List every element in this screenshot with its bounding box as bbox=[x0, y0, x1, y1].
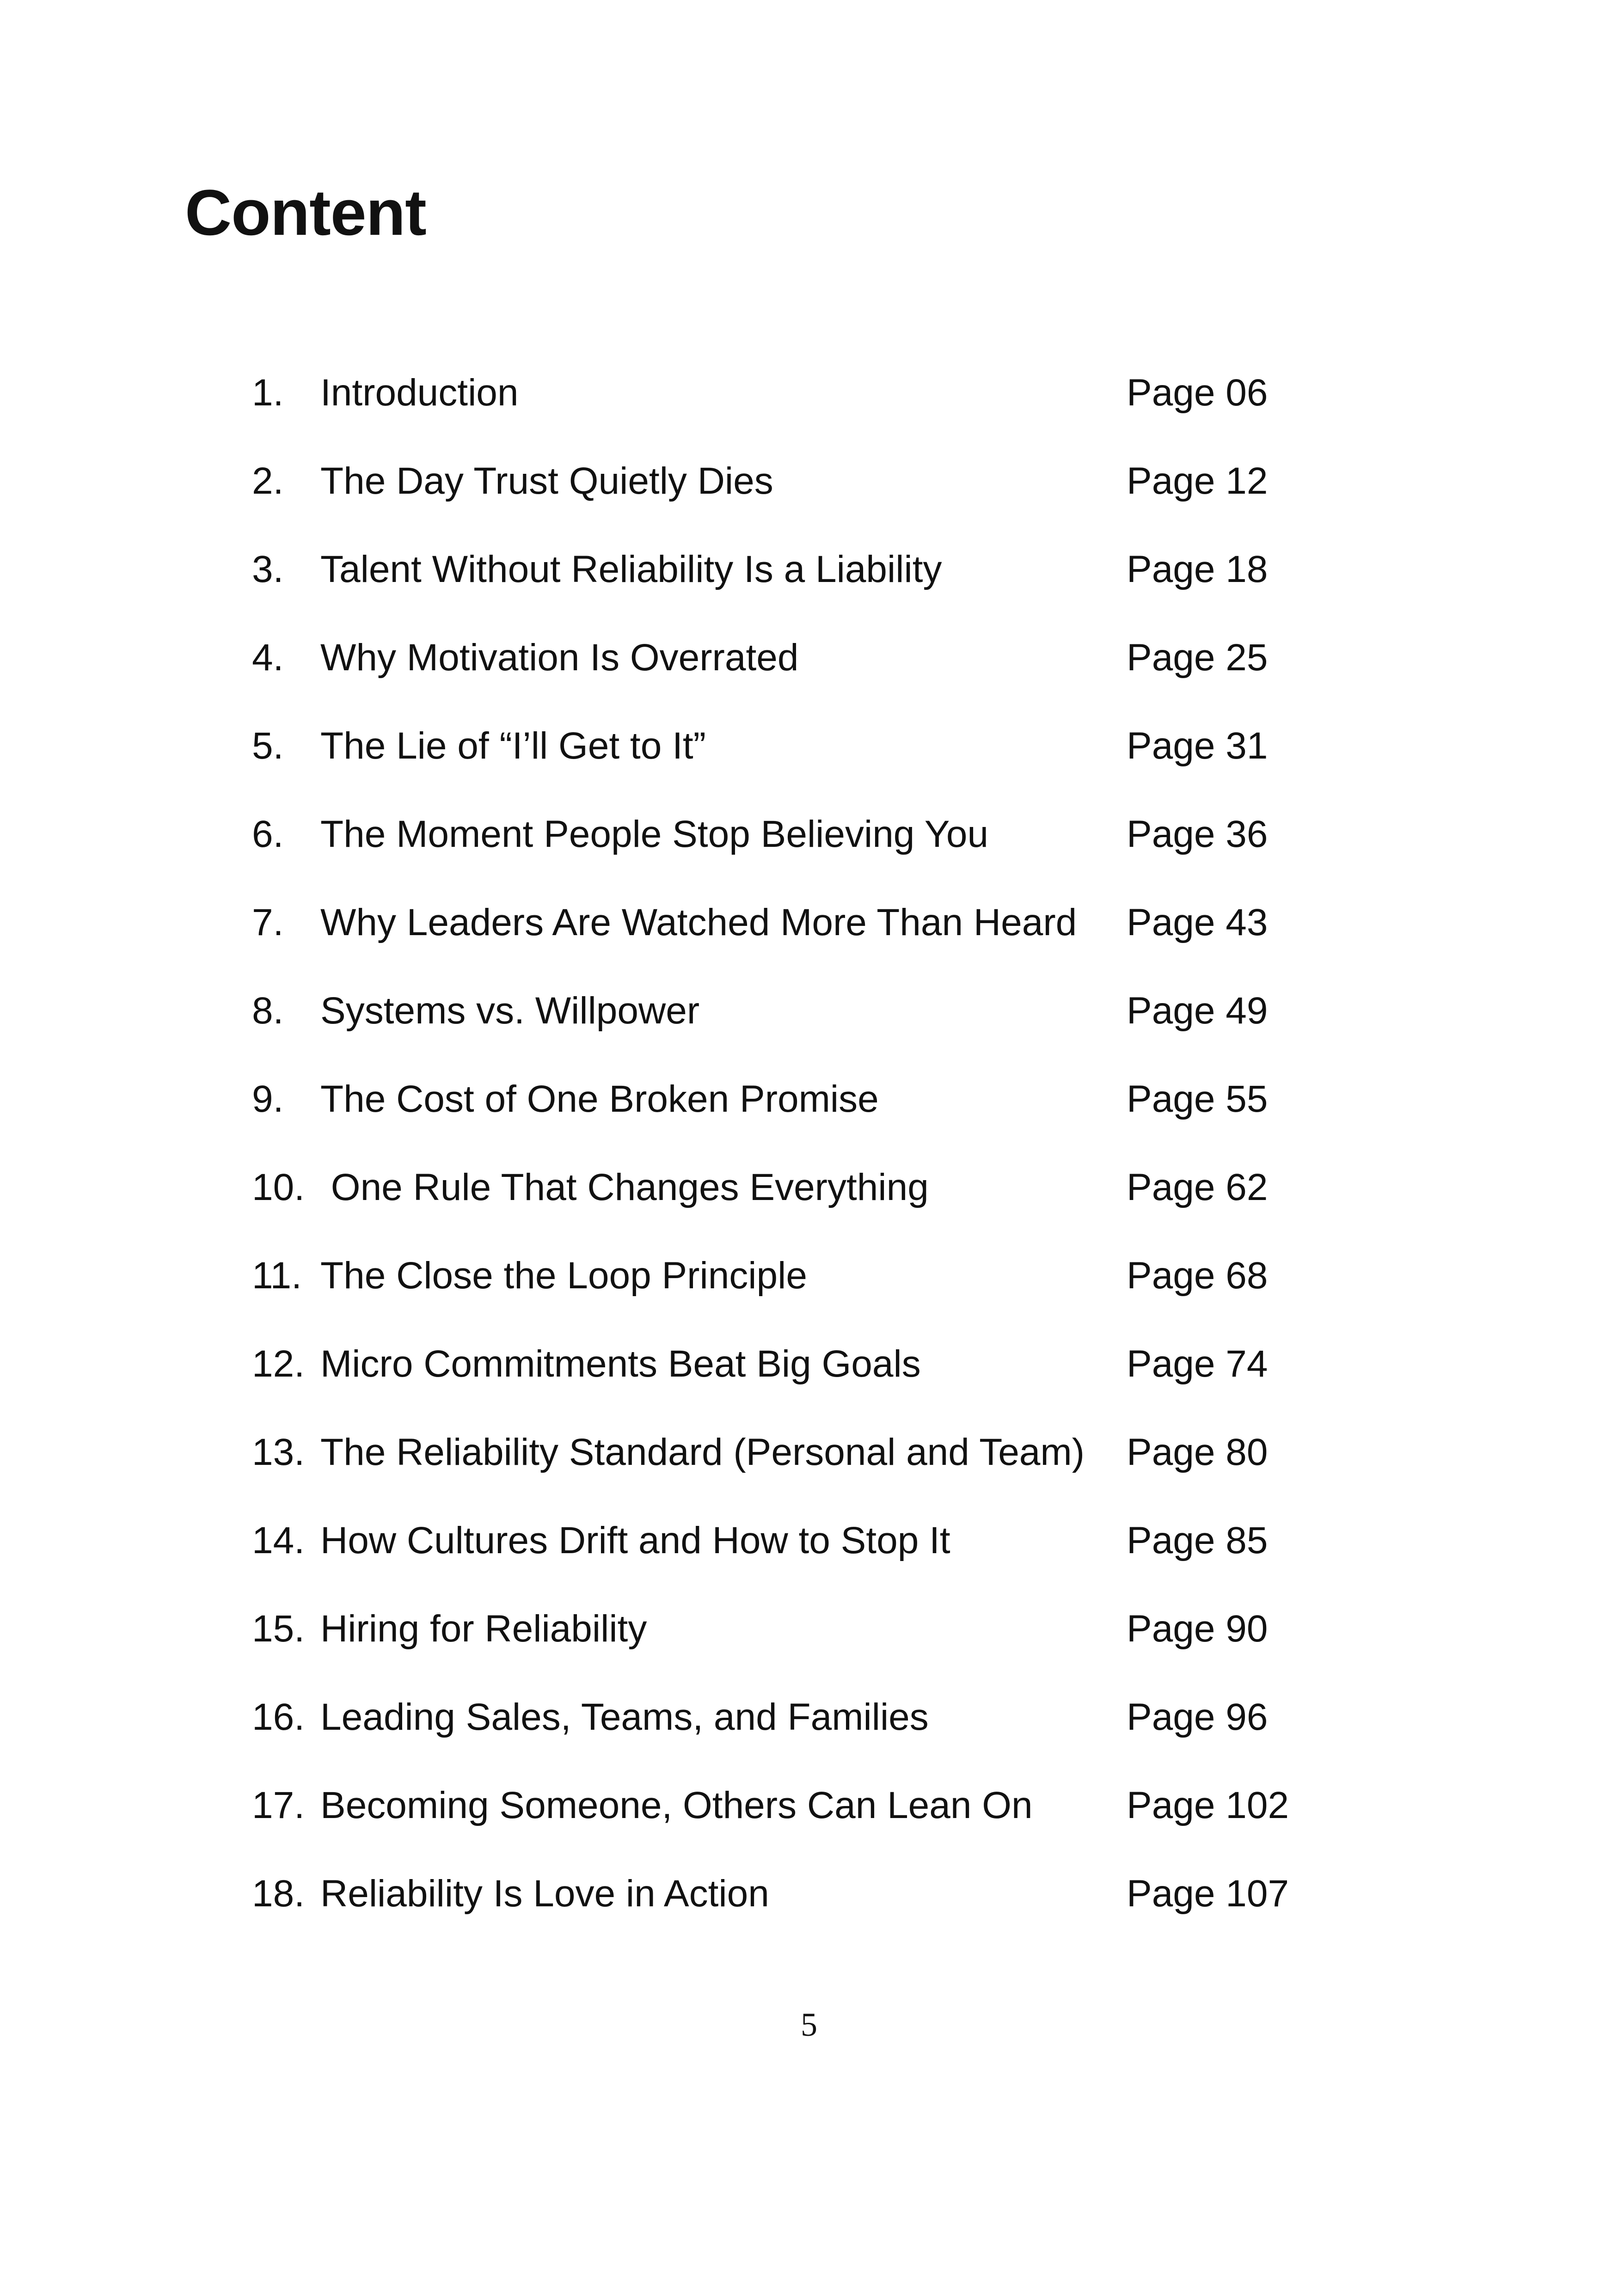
toc-entry-title: Micro Commitments Beat Big Goals bbox=[320, 1343, 921, 1385]
toc-entry-page: Page 80 bbox=[1127, 1431, 1268, 1473]
toc-entry-page: Page 107 bbox=[1127, 1873, 1289, 1915]
toc-entry-title: The Reliability Standard (Personal and Team) bbox=[320, 1431, 1085, 1473]
toc-entry-number: 6. bbox=[252, 813, 284, 855]
toc-entry-number: 10. bbox=[252, 1166, 305, 1208]
toc-entry-page: Page 74 bbox=[1127, 1343, 1268, 1385]
toc-entry-number: 18. bbox=[252, 1873, 305, 1915]
toc-entry bbox=[0, 1160, 1618, 1215]
toc-entry-number: 2. bbox=[252, 460, 284, 502]
toc-entry bbox=[0, 542, 1618, 597]
toc-entry bbox=[0, 718, 1618, 774]
toc-entry-number: 8. bbox=[252, 990, 284, 1032]
toc-entry-title: Reliability Is Love in Action bbox=[320, 1873, 769, 1915]
toc-entry-page: Page 49 bbox=[1127, 990, 1268, 1032]
toc-entry-number: 11. bbox=[252, 1255, 302, 1297]
toc-entry-page: Page 31 bbox=[1127, 725, 1268, 767]
toc-entry-title: The Cost of One Broken Promise bbox=[320, 1078, 879, 1120]
toc-entry-number: 16. bbox=[252, 1696, 305, 1738]
toc-entry-page: Page 25 bbox=[1127, 637, 1268, 679]
toc-entry bbox=[0, 1425, 1618, 1480]
toc-entry-page: Page 12 bbox=[1127, 460, 1268, 502]
toc-entry-title: The Moment People Stop Believing You bbox=[320, 813, 989, 855]
toc-entry-page: Page 102 bbox=[1127, 1784, 1289, 1826]
toc-entry-title: Introduction bbox=[320, 372, 519, 414]
toc-entry bbox=[0, 630, 1618, 686]
toc-entry bbox=[0, 1513, 1618, 1568]
toc-entry-number: 3. bbox=[252, 548, 284, 590]
toc-entry-title: Systems vs. Willpower bbox=[320, 990, 700, 1032]
toc-entry-number: 14. bbox=[252, 1519, 305, 1561]
toc-entry bbox=[0, 1071, 1618, 1127]
toc-entry-page: Page 06 bbox=[1127, 372, 1268, 414]
toc-entry bbox=[0, 895, 1618, 950]
toc-entry-number: 17. bbox=[252, 1784, 305, 1826]
toc-entry bbox=[0, 453, 1618, 509]
toc-entry bbox=[0, 983, 1618, 1039]
toc-entry-number: 7. bbox=[252, 901, 284, 943]
toc-entry-page: Page 62 bbox=[1127, 1166, 1268, 1208]
toc-entry-number: 13. bbox=[252, 1431, 305, 1473]
toc-entry bbox=[0, 1690, 1618, 1745]
toc-entry-title: The Lie of “I’ll Get to It” bbox=[320, 725, 706, 767]
page-number: 5 bbox=[801, 2006, 817, 2043]
toc-entry bbox=[0, 1336, 1618, 1392]
toc-entry-number: 5. bbox=[252, 725, 284, 767]
toc-entry-page: Page 36 bbox=[1127, 813, 1268, 855]
toc-entry bbox=[0, 1778, 1618, 1833]
toc-entry-page: Page 18 bbox=[1127, 548, 1268, 590]
toc-entry-page: Page 55 bbox=[1127, 1078, 1268, 1120]
toc-entry-title: Leading Sales, Teams, and Families bbox=[320, 1696, 929, 1738]
toc-entry-title: How Cultures Drift and How to Stop It bbox=[320, 1519, 950, 1561]
toc-entry-page: Page 90 bbox=[1127, 1608, 1268, 1650]
toc-entry-title: Talent Without Reliability Is a Liability bbox=[320, 548, 942, 590]
toc-entry-title: Hiring for Reliability bbox=[320, 1608, 647, 1650]
toc-entry-title: One Rule That Changes Everything bbox=[320, 1166, 929, 1208]
toc-entry-number: 9. bbox=[252, 1078, 284, 1120]
toc-entry-title: The Day Trust Quietly Dies bbox=[320, 460, 773, 502]
toc-entry-number: 1. bbox=[252, 372, 284, 414]
toc-entry-title: Becoming Someone, Others Can Lean On bbox=[320, 1784, 1033, 1826]
toc-entry-number: 4. bbox=[252, 637, 284, 679]
page-title: Content bbox=[185, 176, 426, 249]
toc-entry-title: Why Motivation Is Overrated bbox=[320, 637, 799, 679]
toc-entry-title: Why Leaders Are Watched More Than Heard bbox=[320, 901, 1077, 943]
toc-entry bbox=[0, 1248, 1618, 1304]
toc-entry-number: 15. bbox=[252, 1608, 305, 1650]
toc-entry-number: 12. bbox=[252, 1343, 305, 1385]
toc-entry-page: Page 85 bbox=[1127, 1519, 1268, 1561]
toc-entry-page: Page 68 bbox=[1127, 1255, 1268, 1297]
toc-entry-page: Page 43 bbox=[1127, 901, 1268, 943]
toc-entry bbox=[0, 807, 1618, 862]
toc-entry-title: The Close the Loop Principle bbox=[320, 1255, 807, 1297]
toc-entry-page: Page 96 bbox=[1127, 1696, 1268, 1738]
toc-entry bbox=[0, 1866, 1618, 1922]
toc-entry bbox=[0, 365, 1618, 421]
toc-entry bbox=[0, 1601, 1618, 1657]
